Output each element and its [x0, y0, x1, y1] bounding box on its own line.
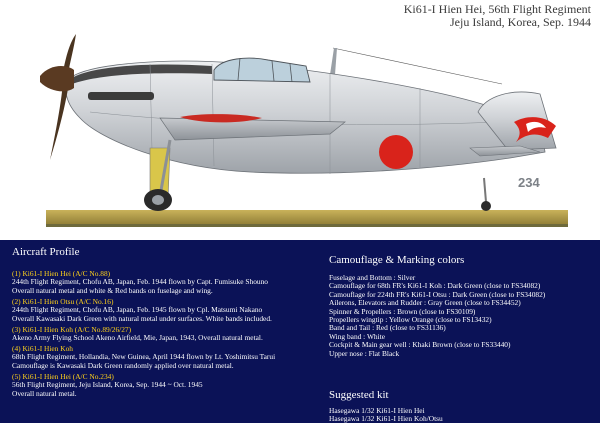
- profile-entry-line: Camouflage is Kawasaki Dark Green randomly applied over natural metal.: [12, 360, 234, 370]
- canopy: [214, 58, 310, 82]
- profile-entry-line: 244th Flight Regiment, Chofu AB, Japan, Feb. 1944 flown by Capt. Fumisuke Shouno: [12, 277, 269, 287]
- suggested-kit-list: [329, 407, 443, 424]
- profile-entry-title: (4) Ki61-I Hien Koh: [12, 344, 73, 354]
- profile-entry: [12, 326, 275, 343]
- camouflage-line: Band and Tail : Red (close to FS31136): [329, 323, 446, 333]
- suggested-kit-heading: Suggested kit: [329, 389, 389, 401]
- camouflage-line: Fuselage and Bottom : Silver: [329, 273, 416, 282]
- profile-entry-title: (2) Ki61-I Hien Otsu (A/C No.16): [12, 296, 114, 306]
- caption: [404, 3, 591, 29]
- profile-entry-line: 56th Flight Regiment, Jeju Island, Korea, Sep. 1944 ~ Oct. 1945: [12, 380, 203, 390]
- profile-entry: [12, 345, 275, 370]
- tail-wheel: [481, 201, 491, 211]
- camouflage-line: Wing band : White: [329, 331, 386, 341]
- profile-entry-line: 244th Flight Regiment, Chofu AB, Japan, Feb. 1945 flown by Cpl. Matsumi Nakano: [12, 305, 263, 315]
- ground-strip: [46, 210, 568, 226]
- tail-wheel-strut: [484, 178, 486, 202]
- main-wheel-hub: [152, 195, 164, 205]
- profile-entry: [12, 298, 275, 323]
- profile-entry-title: (5) Ki61-I Hien Hei (A/C No.234): [12, 371, 114, 381]
- camouflage-line: Ailerons, Elevators and Rudder : Gray Green (close to FS34452): [329, 298, 521, 308]
- ground-shadow: [46, 224, 568, 227]
- profile-entry-line: 68th Flight Regiment, Hollandia, New Guinea, April 1944 flown by Lt. Yoshimitsu Tarui: [12, 352, 276, 362]
- aircraft-profile-heading: Aircraft Profile: [12, 246, 80, 258]
- propeller-blade-bottom: [50, 80, 69, 160]
- profile-entry-line: Overall natural metal and white & Red bands on fuselage and wing.: [12, 285, 213, 295]
- caption-subtitle: Jeju Island, Korea, Sep. 1944: [450, 15, 591, 29]
- camouflage-line: Cockpit & Main gear well : Khaki Brown (close to FS33440): [329, 340, 511, 350]
- caption-title: Ki61-I Hien Hei, 56th Flight Regiment: [403, 2, 591, 16]
- camouflage-heading: Camouflage & Marking colors: [329, 254, 465, 266]
- camouflage-list: [329, 274, 545, 358]
- exhaust-stacks: [88, 92, 154, 100]
- info-panel: [0, 240, 600, 423]
- profile-entry-line: Overall natural metal.: [12, 388, 77, 398]
- camouflage-line: Upper nose : Flat Black: [329, 348, 400, 358]
- profile-entry-line: Overall Kawasaki Dark Green with natural metal under surfaces. White bands included.: [12, 313, 272, 323]
- profile-entry: [12, 270, 275, 295]
- camouflage-line: Camouflage for 224th FR's Ki61-I Otsu : Dark Green (close to FS34082): [329, 289, 546, 299]
- tail-number: 234: [518, 175, 540, 190]
- hinomaru: [379, 135, 413, 169]
- suggested-kit-line: Hasegawa 1/32 Ki61-I Hien Hei: [329, 406, 425, 415]
- profile-entry-line: Akeno Army Flying School Akeno Airfield, Mie, Japan, 1943, Overall natural metal.: [12, 333, 263, 343]
- camouflage-line: Spinner & Propellers : Brown (close to FS30109): [329, 306, 476, 316]
- profile-entry-title: (3) Ki61-I Hien Koh (A/C No.89/26/27): [12, 324, 132, 334]
- camouflage-line: Propellers wingtip : Yellow Orange (close to FS13432): [329, 315, 492, 325]
- camouflage-line: Camouflage for 68th FR's Ki61-I Koh : Dark Green (close to FS34082): [329, 281, 541, 291]
- spinner: [40, 66, 74, 91]
- suggested-kit-line: Hasegawa 1/32 Ki61-I Hien Koh/Otsu: [329, 414, 443, 424]
- profile-entry-title: (1) Ki61-I Hien Hei (A/C No.88): [12, 269, 111, 278]
- aircraft-profile-list: [12, 270, 275, 401]
- profile-entry: [12, 373, 275, 398]
